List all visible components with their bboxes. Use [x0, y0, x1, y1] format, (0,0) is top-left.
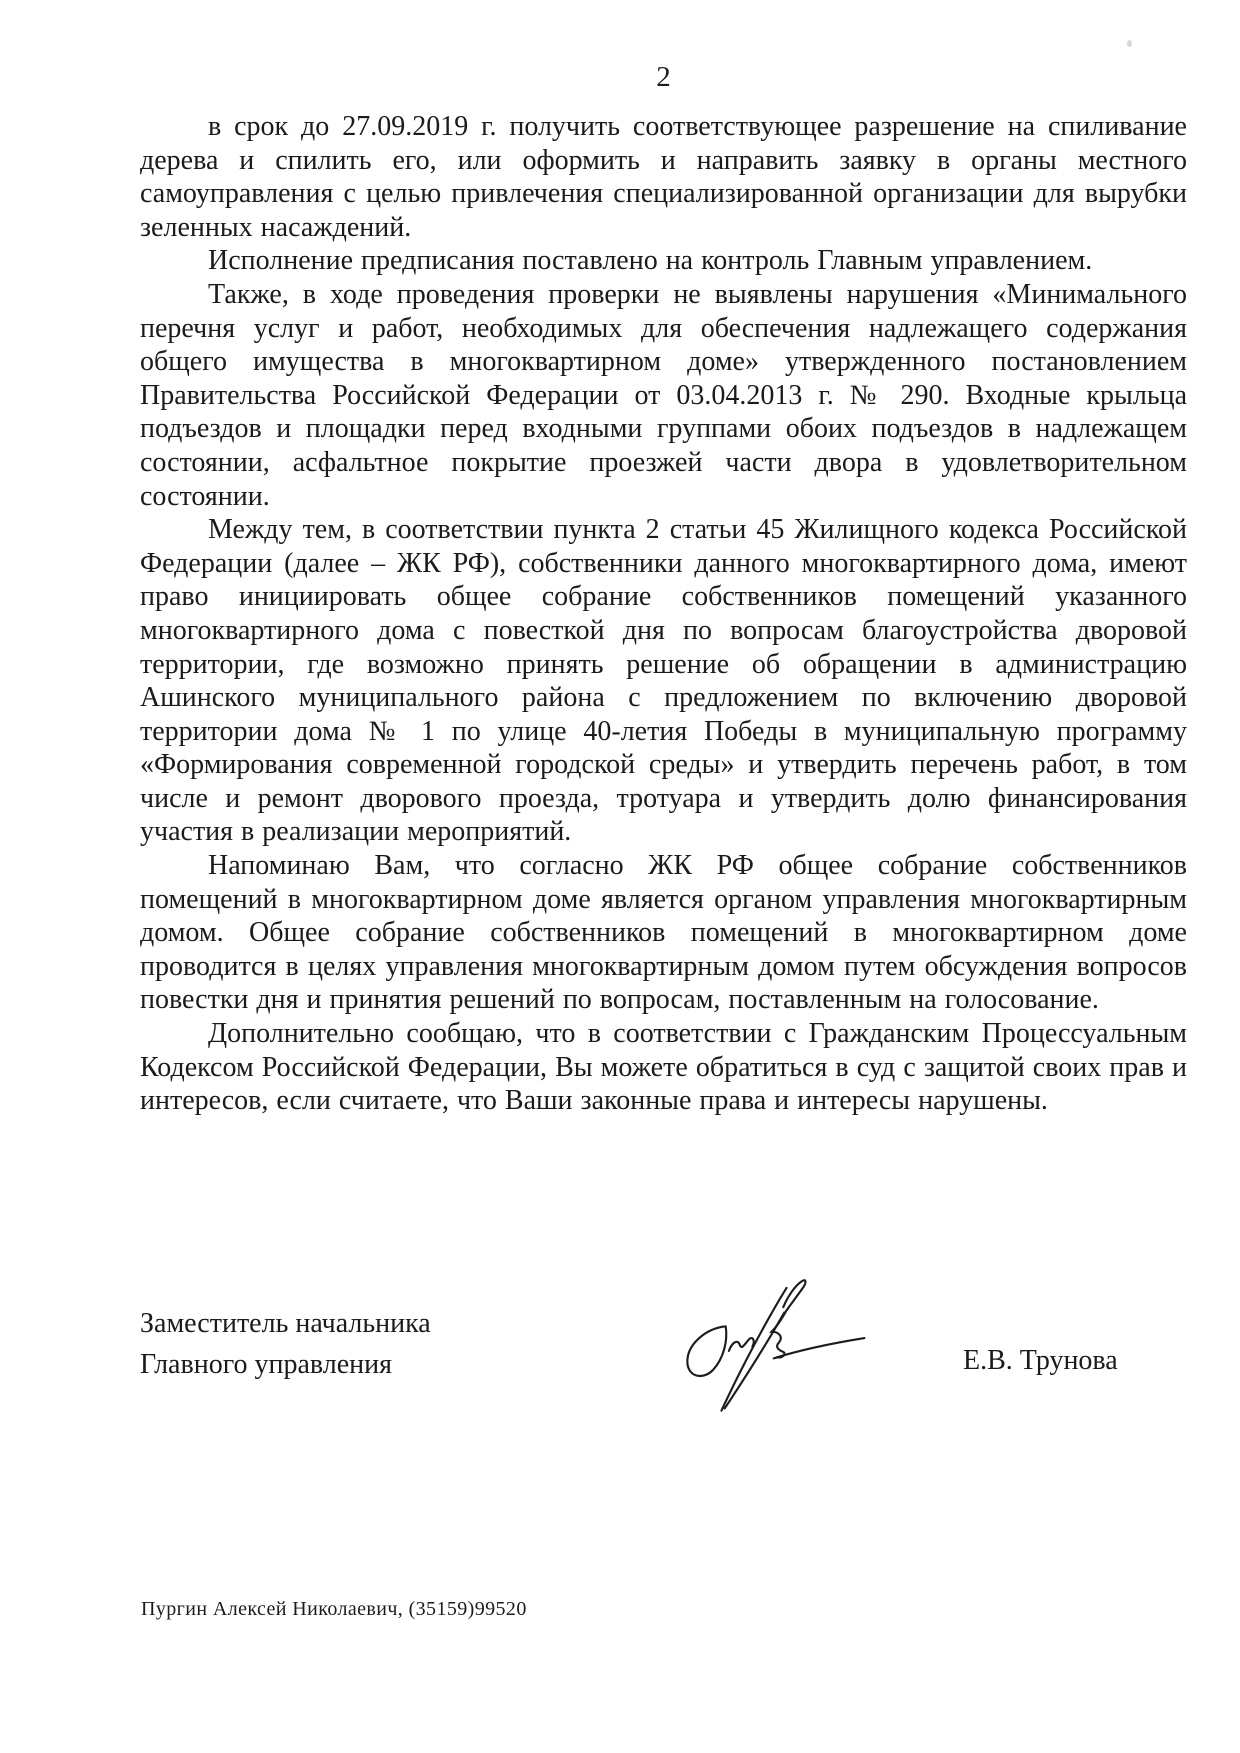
- scan-artifact-dot: [1127, 40, 1132, 47]
- page-number: 2: [656, 61, 671, 93]
- handwritten-signature-icon: [682, 1278, 874, 1412]
- signer-position: [140, 1303, 431, 1385]
- paragraph-inspection-results: Также, в ходе проведения проверки не выявлены нарушения «Минимального перечня услуг и работ, необходимых для обеспечения надлежащего содержания общего имущества в многоквартирном доме» утвержденного постановлением Правительства Российской Федерации от 03.04.2013 г. № 290. Входные крыльца подъездов и площадки перед входными группами обоих подъездов в надлежащем состоянии, асфальтное покрытие проезжей части двора в удовлетворительном состоянии.: [140, 278, 1187, 512]
- paragraph-housing-code-rights: Между тем, в соответствии пункта 2 статьи 45 Жилищного кодекса Российской Федерации (далее – ЖК РФ), собственники данного многоквартирного дома, имеют право инициировать общее собрание собственников помещений указанного многоквартирного дома с повесткой дня по вопросам благоустройства дворовой территории, где возможно принять решение об обращении в администрацию Ашинского муниципального района с предложением по включению дворовой территории дома № 1 по улице 40-летия Победы в муниципальную программу «Формирования современной городской среды» и утвердить перечень работ, в том числе и ремонт дворового проезда, тротуара и утвердить долю финансирования участия в реализации мероприятий.: [140, 514, 1187, 848]
- signer-position-line2: Главного управления: [140, 1349, 392, 1380]
- letter-body: [140, 110, 1187, 1118]
- paragraph-owners-meeting-reminder: Напоминаю Вам, что согласно ЖК РФ общее собрание собственников помещений в многоквартирном доме является органом управления многоквартирным домом. Общее собрание собственников помещений в многоквартирном доме проводится в целях управления многоквартирным домом путем обсуждения вопросов повестки дня и принятия решений по вопросам, поставленным на голосование.: [140, 850, 1187, 1016]
- signer-position-line1: Заместитель начальника: [140, 1308, 431, 1339]
- paragraph-court-appeal-note: Дополнительно сообщаю, что в соответствии с Гражданским Процессуальным Кодексом Российской Федерации, Вы можете обратиться в суд с защитой своих прав и интересов, если считаете, что Ваши законные права и интересы нарушены.: [140, 1018, 1187, 1117]
- executor-contact: Пургин Алексей Николаевич, (35159)99520: [141, 1598, 527, 1620]
- paragraph-control-note: Исполнение предписания поставлено на контроль Главным управлением.: [208, 245, 1093, 277]
- signer-name: Е.В. Трунова: [963, 1345, 1118, 1376]
- paragraph-deadline-instruction: в срок до 27.09.2019 г. получить соответствующее разрешение на спиливание дерева и спилить его, или оформить и направить заявку в органы местного самоуправления с целью привлечения специализированной организации для вырубки зеленных насаждений.: [140, 111, 1187, 243]
